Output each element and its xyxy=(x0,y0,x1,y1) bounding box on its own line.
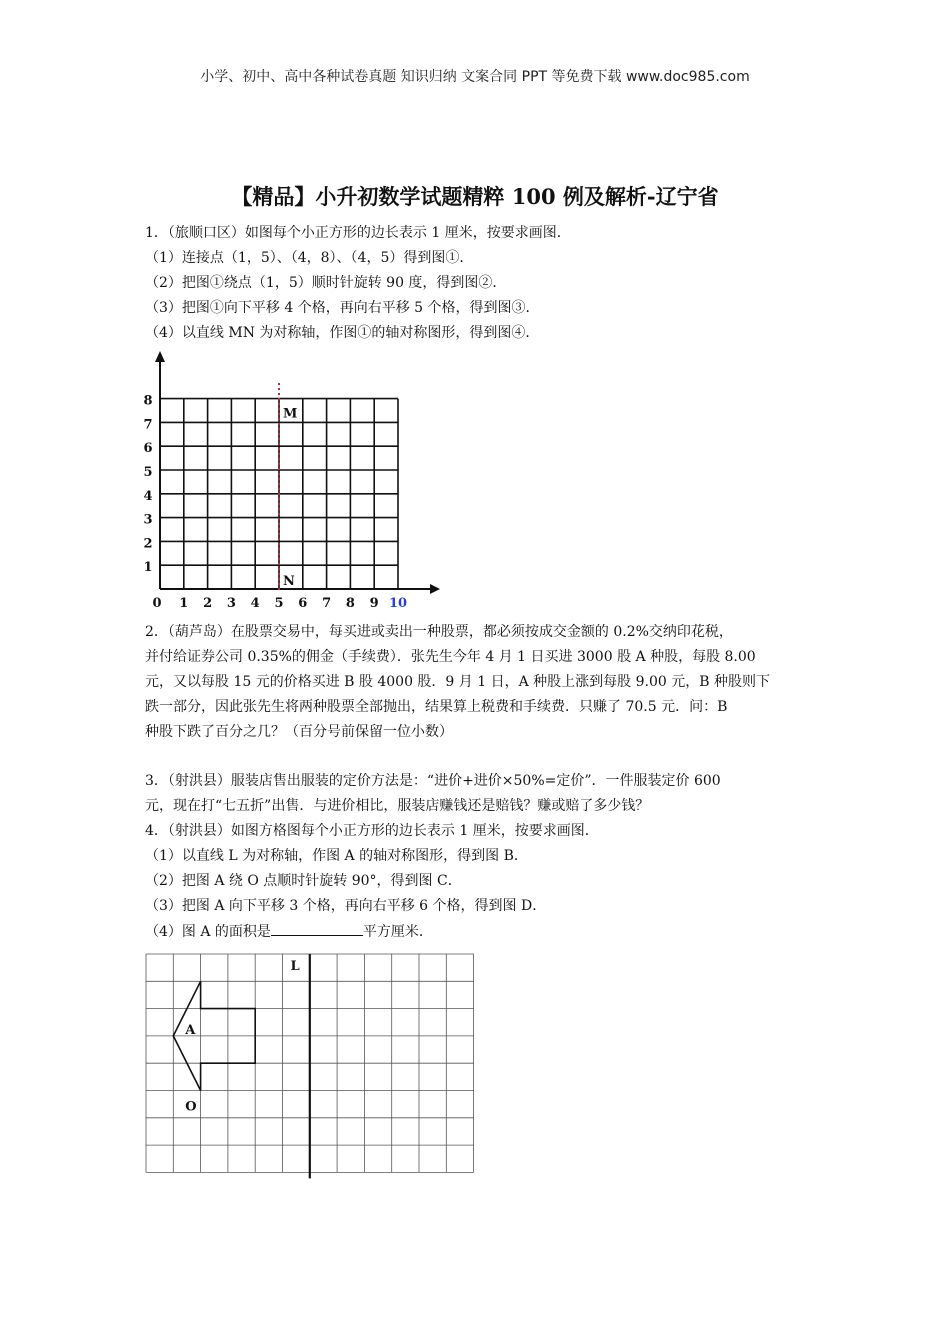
y-tick-label: 5 xyxy=(143,465,153,480)
q1-item-3: （3）把图①向下平移 4 个格，再向右平移 5 个格，得到图③． xyxy=(145,300,540,316)
x-tick-label: 0 xyxy=(152,596,162,611)
x-tick-label: 10 xyxy=(388,596,408,611)
q1-item-2: （2）把图①绕点（1，5）顺时针旋转 90 度，得到图②． xyxy=(145,275,507,291)
y-tick-label: 6 xyxy=(143,441,153,457)
x-tick-label: 6 xyxy=(298,596,308,611)
label-a: A xyxy=(185,1022,196,1038)
x-tick-label: 7 xyxy=(322,596,332,611)
q4-item-3: （3）把图 A 向下平移 3 个格，再向右平移 6 个格，得到图 D． xyxy=(145,898,547,914)
y-tick-label: 1 xyxy=(143,560,153,576)
q1-intro: 1．（旅顺口区）如图每个小正方形的边长表示 1 厘米，按要求画图． xyxy=(145,225,571,241)
q2-line-1: 2．（葫芦岛）在股票交易中，每买进或卖出一种股票，都必须按成交金额的 0.2%交纳印花税， xyxy=(145,624,733,640)
label-n: N xyxy=(283,574,295,589)
y-tick-label: 2 xyxy=(143,536,153,552)
x-tick-label: 9 xyxy=(369,596,379,611)
q2-line-4: 跌一部分，因此张先生将两种股票全部抛出，结果算上税费和手续费．只赚了 70.5 元．问：B xyxy=(145,699,728,715)
q4-item-4-prefix: （4）图 A 的面积是 xyxy=(145,924,271,940)
y-axis-arrow-icon xyxy=(155,351,165,362)
answer-blank[interactable] xyxy=(271,921,363,936)
q4-item-1: （1）以直线 L 为对称轴，作图 A 的轴对称图形，得到图 B． xyxy=(145,848,528,864)
x-tick-label: 2 xyxy=(203,596,213,611)
x-tick-label: 4 xyxy=(250,596,260,611)
q4-intro: 4．（射洪县）如图方格图每个小正方形的边长表示 1 厘米，按要求画图． xyxy=(145,823,599,839)
q2-line-5: 种股下跌了百分之几？（百分号前保留一位小数） xyxy=(145,724,453,740)
x-tick-label: 5 xyxy=(274,596,284,611)
x-tick-label: 1 xyxy=(179,596,189,611)
y-tick-label: 4 xyxy=(143,488,153,504)
q3-line-2: 元，现在打“七五折”出售．与进价相比，服装店赚钱还是赔钱？赚或赔了多少钱？ xyxy=(145,798,650,814)
x-axis-arrow-icon xyxy=(430,584,440,594)
q4-square-grid xyxy=(140,948,485,1188)
y-tick-label: 8 xyxy=(143,393,153,409)
label-l: L xyxy=(290,959,300,974)
label-o: O xyxy=(185,1099,197,1115)
page-header: 小学、初中、高中各种试卷真题 知识归纳 文案合同 PPT 等免费下载 www.doc985.com xyxy=(200,69,750,85)
q1-item-4: （4）以直线 MN 为对称轴，作图①的轴对称图形，得到图④． xyxy=(145,325,540,341)
q4-item-4-suffix: 平方厘米． xyxy=(362,924,433,940)
page-title: 【精品】小升初数学试题精粹 100 例及解析-辽宁省 xyxy=(231,184,719,209)
y-tick-label: 3 xyxy=(143,512,153,528)
q1-coordinate-grid xyxy=(130,345,450,620)
x-tick-label: 8 xyxy=(345,596,355,611)
q2-line-2: 并付给证券公司 0.35%的佣金（手续费）．张先生今年 4 月 1 日买进 3000 股 A 种股，每股 8.00 xyxy=(145,649,756,665)
x-tick-label: 3 xyxy=(226,596,236,611)
q4-item-2: （2）把图 A 绕 O 点顺时针旋转 90°，得到图 C． xyxy=(145,873,462,889)
q3-line-1: 3．（射洪县）服装店售出服装的定价方法是：“进价+进价×50%=定价”．一件服装定价 600 xyxy=(145,773,721,789)
label-m: M xyxy=(283,406,298,422)
q1-item-1: （1）连接点（1，5）、（4，8）、（4，5）得到图①． xyxy=(145,250,474,266)
q4-item-4 xyxy=(145,921,433,942)
q2-line-3: 元，又以每股 15 元的价格买进 B 股 4000 股．9 月 1 日，A 种股上涨到每股 9.00 元，B 种股则下 xyxy=(145,674,770,690)
y-tick-label: 7 xyxy=(143,417,153,433)
